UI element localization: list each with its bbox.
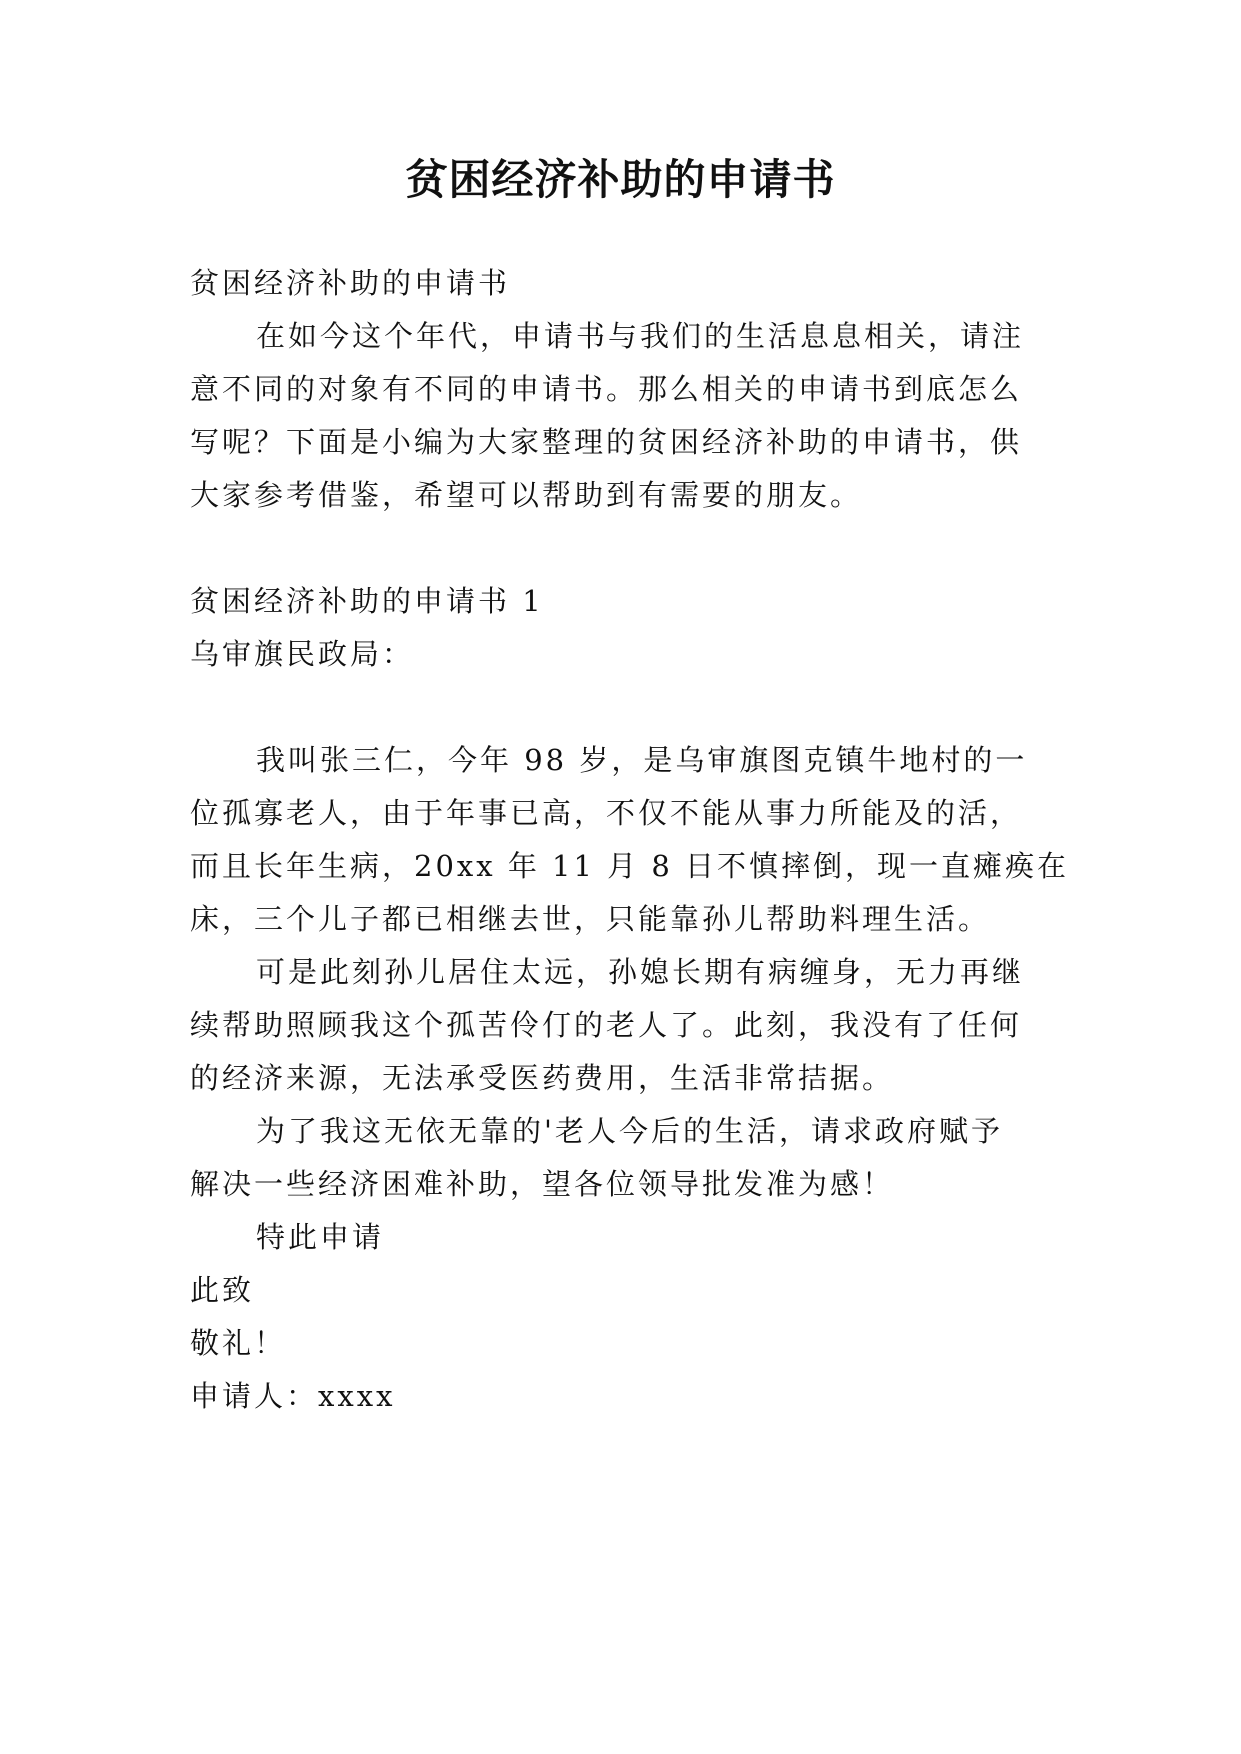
- paragraph3-line: 为了我这无依无靠的'老人今后的生活，请求政府赋予: [256, 1114, 1003, 1148]
- intro-line: 写呢？下面是小编为大家整理的贫困经济补助的申请书，供: [190, 425, 1023, 459]
- paragraph3-line: 解决一些经济困难补助，望各位领导批发准为感！: [190, 1167, 895, 1201]
- salutation-line2: 敬礼！: [190, 1326, 287, 1360]
- section-heading: 贫困经济补助的申请书 1: [190, 584, 544, 618]
- intro-line: 在如今这个年代，申请书与我们的生活息息相关，请注: [256, 319, 1025, 353]
- paragraph1-line: 位孤寡老人，由于年事已高，不仅不能从事力所能及的活，: [190, 796, 1023, 830]
- paragraph1-line: 我叫张三仁，今年 98 岁，是乌审旗图克镇牛地村的一: [256, 743, 1028, 777]
- paragraph2-line: 续帮助照顾我这个孤苦伶仃的老人了。此刻，我没有了任何: [190, 1008, 1023, 1042]
- paragraph2-line: 可是此刻孙儿居住太远，孙媳长期有病缠身，无力再继: [256, 955, 1025, 989]
- intro-heading: 贫困经济补助的申请书: [190, 266, 511, 300]
- addressee: 乌审旗民政局：: [190, 637, 415, 671]
- intro-line: 大家参考借鉴，希望可以帮助到有需要的朋友。: [190, 478, 863, 512]
- applicant-signature: 申请人：xxxx: [190, 1379, 396, 1413]
- salutation-line1: 此致: [190, 1273, 255, 1307]
- paragraph2-line: 的经济来源，无法承受医药费用，生活非常拮据。: [190, 1061, 895, 1095]
- paragraph1-line: 床，三个儿子都已相继去世，只能靠孙儿帮助料理生活。: [190, 902, 991, 936]
- document-title: 贫困经济补助的申请书: [405, 155, 836, 204]
- closing: 特此申请: [256, 1220, 385, 1254]
- intro-line: 意不同的对象有不同的申请书。那么相关的申请书到底怎么: [190, 372, 1023, 406]
- paragraph1-line: 而且长年生病，20xx 年 11 月 8 日不慎摔倒，现一直瘫痪在: [190, 849, 1070, 883]
